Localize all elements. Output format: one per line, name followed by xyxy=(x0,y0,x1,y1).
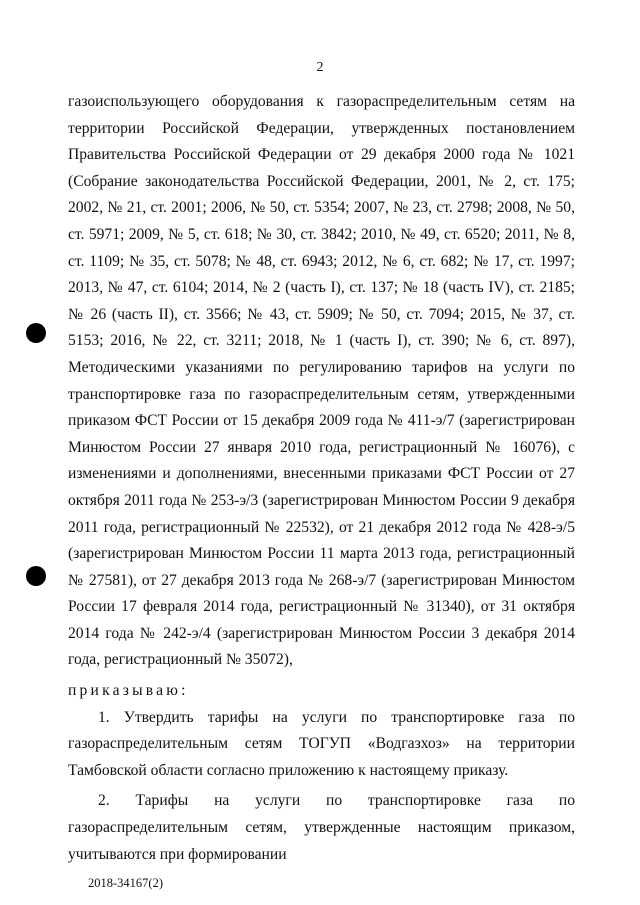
document-code: 2018-34167(2) xyxy=(88,876,163,890)
punch-hole-bottom xyxy=(26,566,46,586)
document-body xyxy=(68,89,575,868)
order-item-2: 2. Тарифы на услуги по транспортировке газа по газораспределительным сетям, утвержденные настоящим приказом, учитываются при формировании xyxy=(68,792,575,863)
body-paragraph-continuation: газоиспользующего оборудования к газораспределительным сетям на территории Российской Федерации, утвержденных постановлением Правительства Российской Федерации от 29 декабря 2000 года № 1021 (Собрание законодательства Российской Федерации, 2001, № 2, ст. 175; 2002, № 21, ст. 2001; 2006, № 50, ст. 5354; 2007, № 23, ст. 2798; 2008, № 50, ст. 5971; 2009, № 5, ст. 618; № 30, ст. 3842; 2010, № 49, ст. 6520; 2011, № 8, ст. 1109; № 35, ст. 5078; № 48, ст. 6943; 2012, № 6, ст. 682; № 17, ст. 1997; 2013, № 47, ст. 6104; 2014, № 2 (часть I), ст. 137; № 18 (часть IV), ст. 2185; № 26 (часть II), ст. 3566; № 43, ст. 5909; № 50, ст. 7094; 2015, № 37, ст. 5153; 2016, № 22, ст. 3211; 2018, № 1 (часть I), ст. 390; № 6, ст. 897), Методическими указаниями по регулированию тарифов на услуги по транспортировке газа по газораспределительным сетям, утвержденными приказом ФСТ России от 15 декабря 2009 года № 411-э/7 (зарегистрирован Минюстом России 27 января 2010 года, регистрационный № 16076), с изменениями и дополнениями, внесенными приказами ФСТ России от 27 октября 2011 года № 253-э/3 (зарегистрирован Минюстом России 9 декабря 2011 года, регистрационный № 22532), от 21 декабря 2012 года № 428-э/5 (зарегистрирован Минюстом России 11 марта 2013 года, регистрационный № 27581), от 27 декабря 2013 года № 268-э/7 (зарегистрирован Минюстом России 17 февраля 2014 года, регистрационный № 31340), от 31 октября 2014 года № 242-э/4 (зарегистрирован Минюстом России 3 декабря 2014 года, регистрационный № 35072), xyxy=(68,93,575,669)
order-item-1: 1. Утвердить тарифы на услуги по транспортировке газа по газораспределительным сетям ТОГУП «Водгазхоз» на территории Тамбовской области согласно приложению к настоящему приказу. xyxy=(68,708,575,779)
punch-hole-top xyxy=(26,323,46,343)
order-word: приказываю: xyxy=(68,682,189,700)
page-number: 2 xyxy=(316,60,324,75)
